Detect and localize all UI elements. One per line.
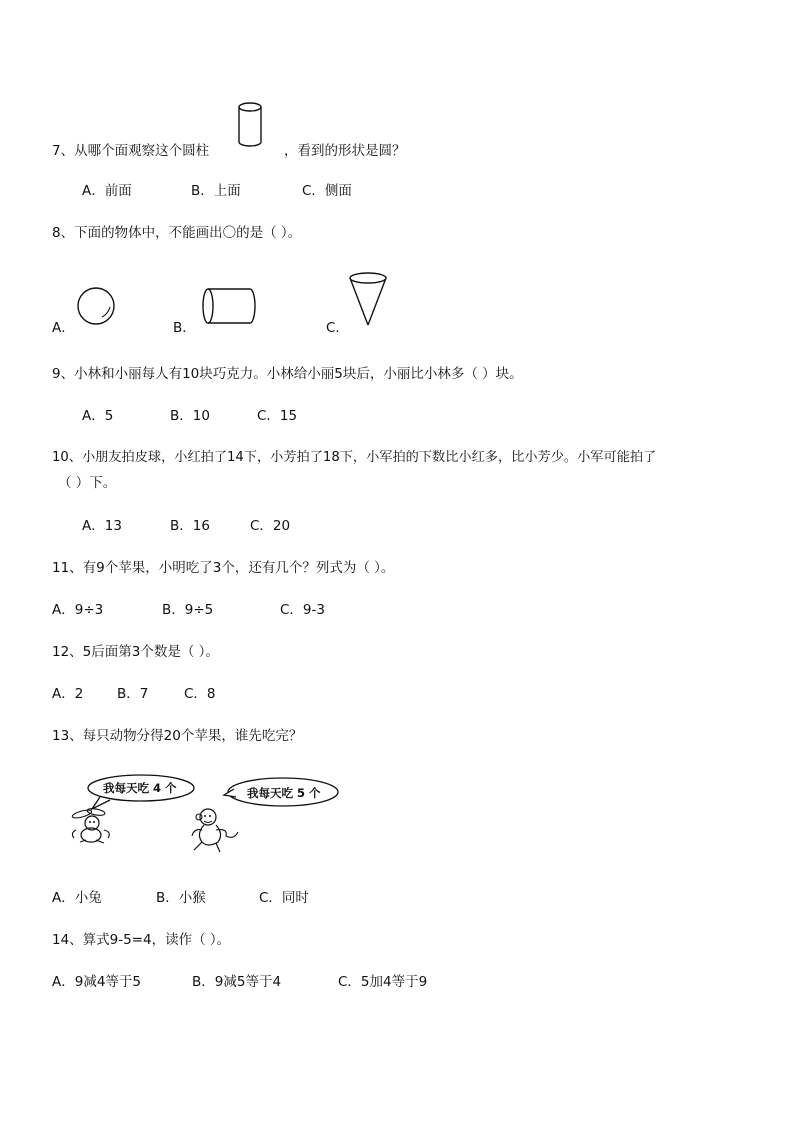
question-10-option-a[interactable]: A．13 <box>82 518 122 534</box>
question-7-stem-before: 7、从哪个面观察这个圆柱 <box>52 143 210 159</box>
question-11-option-c[interactable]: C．9-3 <box>280 602 325 618</box>
question-9-option-c[interactable]: C．15 <box>257 408 298 424</box>
question-8-stem: 8、下面的物体中，不能画出〇的是（ ）。 <box>52 225 302 241</box>
question-7-option-a[interactable]: A．前面 <box>82 183 132 199</box>
question-14-option-b[interactable]: B．9减5等于4 <box>192 974 282 990</box>
question-11-option-b[interactable]: B．9÷5 <box>162 602 214 618</box>
question-8-option-c[interactable]: C． <box>326 320 349 336</box>
question-8-option-a[interactable]: A． <box>52 320 75 336</box>
question-14-stem: 14、算式9-5=4，读作（ ）。 <box>52 932 231 948</box>
question-11-option-a[interactable]: A．9÷3 <box>52 602 104 618</box>
question-10-option-c[interactable]: C．20 <box>250 518 291 534</box>
question-14-option-a[interactable]: A．9减4等于5 <box>52 974 142 990</box>
speech-bubble-rabbit-text: 我每天吃 4 个 <box>103 781 177 795</box>
question-13-option-a[interactable]: A．小兔 <box>52 890 102 906</box>
question-10-stem-line-2: （ ）下。 <box>58 475 117 491</box>
question-14-option-c[interactable]: C．5加4等于9 <box>338 974 428 990</box>
question-8-option-b[interactable]: B． <box>173 320 196 336</box>
rabbit-icon <box>66 806 116 846</box>
question-9-option-b[interactable]: B．10 <box>170 408 210 424</box>
question-10-stem-line-1: 10、小朋友拍皮球，小红拍了14下，小芳拍了18下，小军拍的下数比小红多，比小芳少。小军可能拍了 <box>52 450 657 465</box>
question-7-option-c[interactable]: C．侧面 <box>302 183 352 199</box>
question-12-option-a[interactable]: A．2 <box>52 686 84 702</box>
question-7-stem-after: ，看到的形状是圆？ <box>284 143 406 159</box>
question-9-stem: 9、小林和小丽每人有10块巧克力。小林给小丽5块后，小丽比小林多（ ）块。 <box>52 366 523 382</box>
lying-cylinder-figure <box>200 286 258 326</box>
question-12-option-c[interactable]: C．8 <box>184 686 216 702</box>
question-10-option-b[interactable]: B．16 <box>170 518 210 534</box>
question-13-stem: 13、每只动物分得20个苹果，谁先吃完？ <box>52 728 303 744</box>
cylinder-figure <box>236 101 264 149</box>
question-13-option-c[interactable]: C．同时 <box>259 890 309 906</box>
question-13-option-b[interactable]: B．小猴 <box>156 890 206 906</box>
monkey-icon <box>188 806 244 854</box>
question-7-option-b[interactable]: B．上面 <box>191 183 241 199</box>
cone-figure <box>347 270 391 328</box>
question-9-option-a[interactable]: A．5 <box>82 408 114 424</box>
question-12-stem: 12、5后面第3个数是（ ）。 <box>52 644 219 660</box>
speech-bubble-monkey-text: 我每天吃 5 个 <box>247 786 321 800</box>
sphere-figure <box>76 287 118 327</box>
question-11-stem: 11、有9个苹果，小明吃了3个，还有几个？列式为（ ）。 <box>52 560 395 576</box>
question-12-option-b[interactable]: B．7 <box>117 686 149 702</box>
